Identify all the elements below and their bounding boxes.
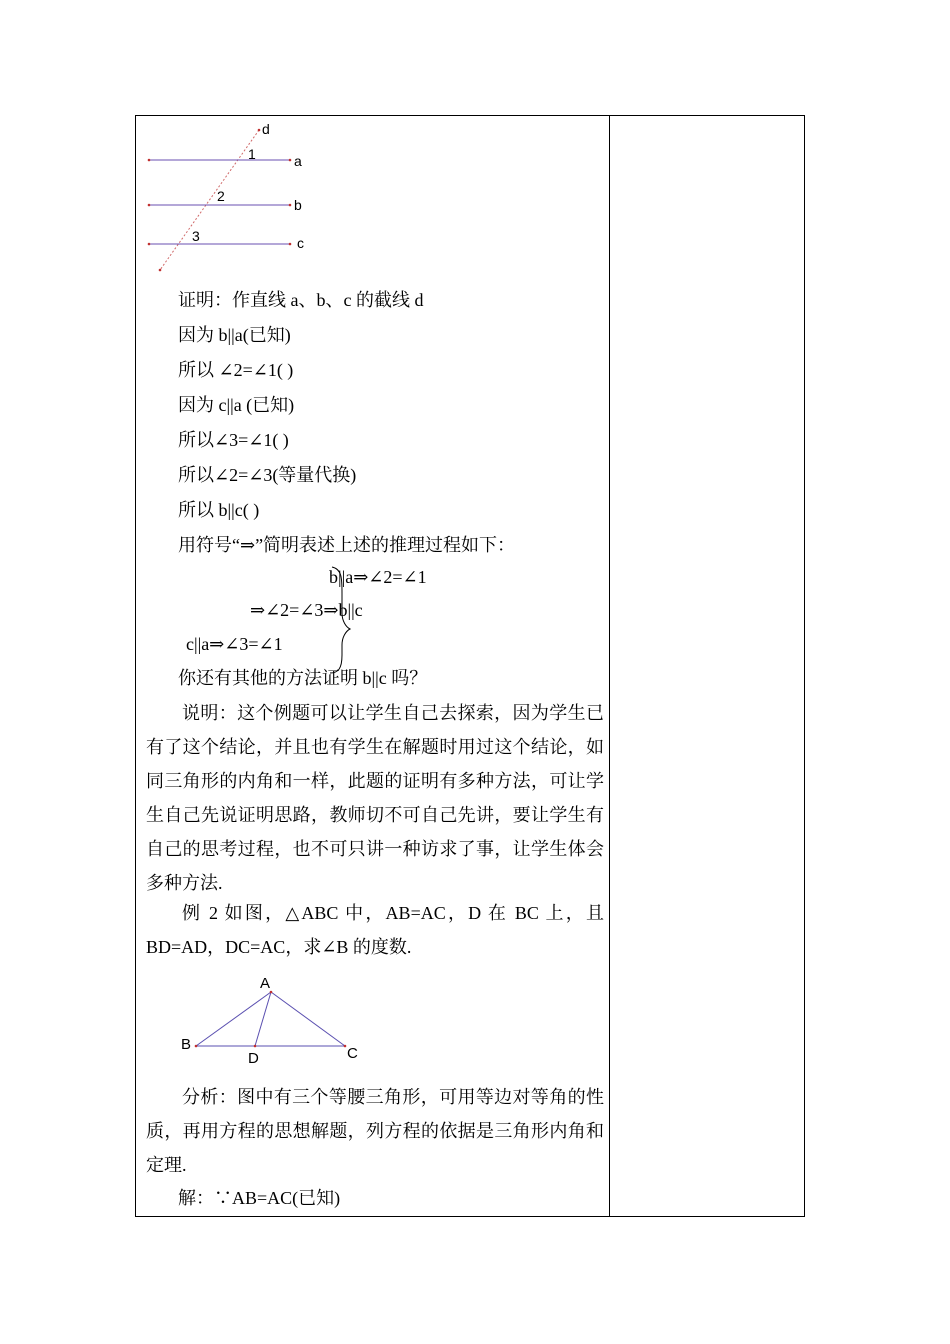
point-D	[254, 1045, 257, 1048]
point-c-right	[289, 243, 292, 246]
proof-line-5: 所以∠3=∠1( )	[178, 430, 289, 450]
segment-ad	[255, 992, 271, 1046]
brace-path	[330, 567, 350, 673]
point-a-right	[289, 159, 292, 162]
label-C: C	[347, 1045, 358, 1062]
example-2-paragraph: 例 2 如图，△ABC 中，AB=AC，D 在 BC 上，且 BD=AD，DC=AC，求∠B 的度数.	[146, 903, 604, 957]
proof-line-3: 所以 ∠2=∠1( )	[178, 360, 294, 380]
label-angle-3: 3	[192, 228, 200, 244]
proof-line-1: 证明：作直线 a、b、c 的截线 d	[178, 290, 424, 310]
explanation-paragraph: 说明：这个例题可以让学生自己去探索，因为学生已有了这个结论，并且也有学生在解题时用过这个结论，如同三角形的内角和一样，此题的证明有多种方法，可让学生自己先说证明思路，教师切不可自己先讲，要让学生有自己的思考过程，也不可只讲一种访求了事，让学生体会多种方法.	[146, 703, 604, 893]
point-d	[258, 129, 261, 132]
point-d-end	[159, 269, 162, 272]
label-angle-2: 2	[217, 188, 225, 204]
parallel-lines-figure	[140, 118, 330, 278]
label-c: c	[297, 235, 304, 251]
label-A: A	[260, 975, 271, 992]
point-b-left	[148, 204, 151, 207]
reasoning-brace	[326, 565, 356, 675]
question-line: 你还有其他的方法证明 b||c 吗？	[178, 668, 428, 688]
segment-ab	[196, 992, 271, 1046]
solution-line: 解：∵AB=AC(已知)	[178, 1188, 341, 1208]
point-A	[270, 991, 273, 994]
proof-line-6: 所以∠2=∠3(等量代换)	[178, 465, 357, 485]
point-C	[344, 1045, 347, 1048]
label-b: b	[294, 197, 302, 213]
proof-line-2: 因为 b||a(已知)	[178, 325, 291, 345]
reasoning-top: b||a⇒∠2=∠1	[329, 567, 427, 587]
label-a: a	[294, 153, 302, 169]
label-D: D	[248, 1050, 259, 1067]
label-d: d	[262, 121, 270, 137]
label-angle-1: 1	[248, 146, 256, 162]
point-c-left	[148, 243, 151, 246]
proof-line-8: 用符号“⇒”简明表述上述的推理过程如下：	[178, 535, 516, 555]
segment-ac	[271, 992, 345, 1046]
reasoning-bottom: c||a⇒∠3=∠1	[186, 634, 283, 654]
reasoning-middle: ⇒∠2=∠3⇒b||c	[250, 600, 363, 620]
proof-line-7: 所以 b||c( )	[178, 500, 260, 520]
point-b-right	[289, 204, 292, 207]
triangle-figure	[175, 970, 375, 1070]
table-column-divider	[609, 115, 610, 1217]
point-B	[195, 1045, 198, 1048]
proof-line-4: 因为 c||a (已知)	[178, 395, 295, 415]
label-B: B	[181, 1036, 192, 1053]
transversal-d	[160, 130, 259, 270]
point-a-left	[148, 159, 151, 162]
analysis-paragraph: 分析：图中有三个等腰三角形，可用等边对等角的性质，再用方程的思想解题，列方程的依据是三角形内角和定理.	[146, 1087, 604, 1175]
